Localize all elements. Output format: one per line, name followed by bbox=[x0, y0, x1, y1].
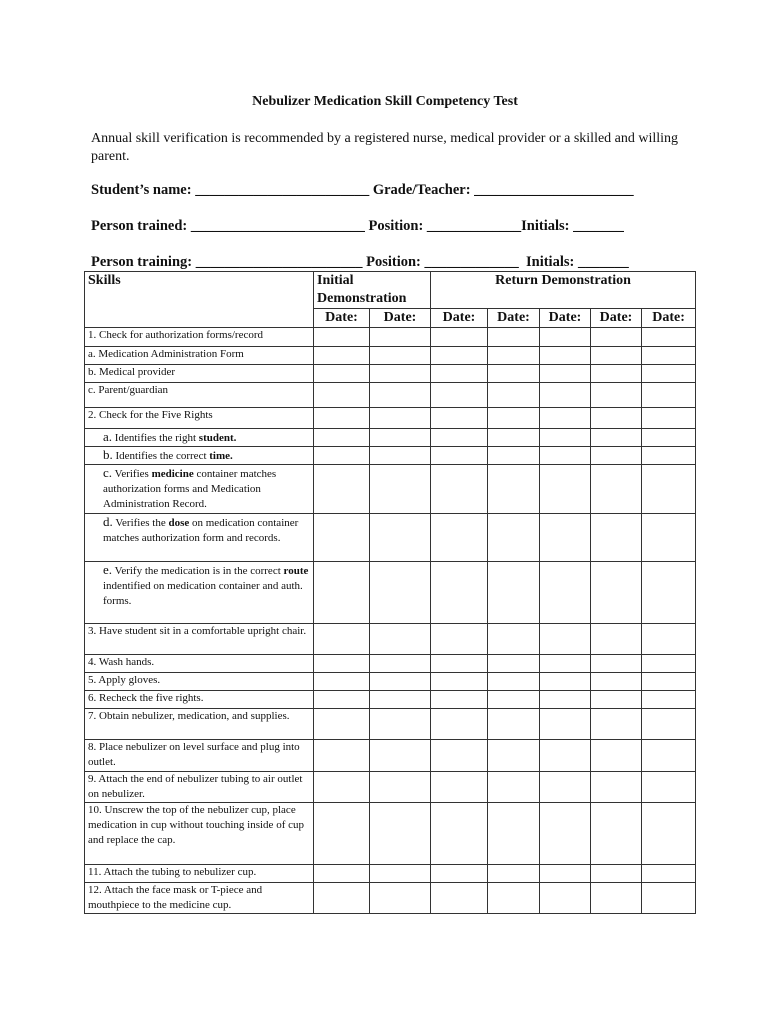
return-demonstration-cell[interactable] bbox=[642, 883, 696, 914]
skill-prefix: b. bbox=[103, 447, 113, 462]
return-demonstration-cell[interactable] bbox=[642, 347, 696, 365]
return-demonstration-cell[interactable] bbox=[591, 740, 642, 772]
return-demonstration-cell[interactable] bbox=[540, 865, 591, 883]
initial-demonstration-cell[interactable] bbox=[370, 655, 431, 673]
skill-text-part: Verifies bbox=[114, 468, 152, 480]
skill-prefix: a. bbox=[88, 348, 96, 360]
skill-prefix: b. bbox=[88, 366, 97, 378]
return-demonstration-cell[interactable] bbox=[431, 365, 488, 383]
initial-demonstration-cell[interactable] bbox=[314, 365, 370, 383]
return-demonstration-cell[interactable] bbox=[591, 803, 642, 865]
skill-text bbox=[85, 691, 314, 709]
return-demonstration-cell[interactable] bbox=[642, 709, 696, 740]
skill-text bbox=[85, 709, 314, 740]
skill-text-part: indentified on medication container and auth. forms. bbox=[103, 580, 303, 607]
return-date-header: Date: bbox=[431, 309, 488, 328]
skill-row bbox=[85, 383, 696, 408]
initial-demonstration-cell[interactable] bbox=[370, 447, 431, 465]
return-demonstration-cell[interactable] bbox=[431, 655, 488, 673]
return-demonstration-cell[interactable] bbox=[540, 347, 591, 365]
return-demonstration-cell[interactable] bbox=[488, 691, 540, 709]
skill-emphasis: dose bbox=[168, 517, 190, 529]
return-demonstration-cell[interactable] bbox=[591, 408, 642, 429]
skill-prefix: 9. bbox=[88, 773, 97, 785]
person-training-field[interactable]: Person training: _______________________ Position: _____________ Initials: _______ bbox=[91, 254, 629, 270]
return-demonstration-cell[interactable] bbox=[540, 447, 591, 465]
skill-row bbox=[85, 740, 696, 772]
return-demonstration-cell[interactable] bbox=[642, 562, 696, 624]
skill-row bbox=[85, 803, 696, 865]
skill-row bbox=[85, 772, 696, 803]
return-demonstration-cell[interactable] bbox=[642, 365, 696, 383]
return-demonstration-cell[interactable] bbox=[488, 772, 540, 803]
skill-text-part: Medication Administration Form bbox=[98, 348, 244, 360]
skill-text bbox=[85, 465, 314, 514]
initial-demonstration-cell[interactable] bbox=[314, 447, 370, 465]
skill-text bbox=[85, 365, 314, 383]
initial-demonstration-cell[interactable] bbox=[370, 865, 431, 883]
skill-text-part: Medical provider bbox=[99, 366, 176, 378]
return-demonstration-cell[interactable] bbox=[642, 740, 696, 772]
skill-row bbox=[85, 883, 696, 914]
return-demonstration-cell[interactable] bbox=[540, 383, 591, 408]
return-demonstration-cell[interactable] bbox=[488, 883, 540, 914]
skill-text bbox=[85, 429, 314, 447]
skill-prefix: c. bbox=[88, 384, 96, 396]
skill-prefix: 5. bbox=[88, 674, 97, 686]
return-demonstration-cell[interactable] bbox=[540, 328, 591, 347]
skill-text-part: Verify the medication is in the correct bbox=[114, 565, 284, 577]
return-demonstration-cell[interactable] bbox=[591, 772, 642, 803]
return-demonstration-cell[interactable] bbox=[431, 740, 488, 772]
return-demonstration-cell[interactable] bbox=[488, 709, 540, 740]
return-demonstration-cell[interactable] bbox=[488, 655, 540, 673]
return-demonstration-cell[interactable] bbox=[431, 347, 488, 365]
return-demonstration-cell[interactable] bbox=[591, 655, 642, 673]
initial-demonstration-cell[interactable] bbox=[314, 383, 370, 408]
return-demonstration-cell[interactable] bbox=[540, 883, 591, 914]
return-demonstration-cell[interactable] bbox=[642, 772, 696, 803]
initial-demonstration-cell[interactable] bbox=[370, 772, 431, 803]
return-demonstration-cell[interactable] bbox=[488, 624, 540, 655]
return-demonstration-cell[interactable] bbox=[642, 408, 696, 429]
return-demonstration-cell[interactable] bbox=[540, 803, 591, 865]
skill-emphasis: time. bbox=[209, 450, 233, 462]
initial-date-header: Date: bbox=[370, 309, 431, 328]
return-demonstration-cell[interactable] bbox=[642, 624, 696, 655]
return-demonstration-cell[interactable] bbox=[431, 772, 488, 803]
initial-demonstration-cell[interactable] bbox=[314, 514, 370, 562]
return-demonstration-cell[interactable] bbox=[431, 447, 488, 465]
skill-prefix: 2. bbox=[88, 409, 97, 421]
skill-text bbox=[85, 740, 314, 772]
skill-text-part: Obtain nebulizer, medication, and supplies. bbox=[99, 710, 290, 722]
skill-text-part: Identifies the correct bbox=[115, 450, 210, 462]
return-demonstration-cell[interactable] bbox=[591, 328, 642, 347]
skill-emphasis: route bbox=[283, 565, 309, 577]
return-demonstration-cell[interactable] bbox=[540, 624, 591, 655]
return-demonstration-cell[interactable] bbox=[642, 383, 696, 408]
return-demonstration-cell[interactable] bbox=[488, 803, 540, 865]
initial-demonstration-cell[interactable] bbox=[370, 328, 431, 347]
initial-demonstration-cell[interactable] bbox=[370, 673, 431, 691]
skill-text bbox=[85, 347, 314, 365]
skill-text bbox=[85, 803, 314, 865]
initial-demonstration-cell[interactable] bbox=[370, 514, 431, 562]
skill-row bbox=[85, 365, 696, 383]
return-demonstration-cell[interactable] bbox=[642, 514, 696, 562]
initial-demonstration-cell[interactable] bbox=[314, 429, 370, 447]
skills-table bbox=[84, 271, 696, 914]
return-demonstration-cell[interactable] bbox=[540, 740, 591, 772]
skill-text bbox=[85, 408, 314, 429]
person-trained-field[interactable]: Person trained: ________________________ Position: _____________Initials: _______ bbox=[91, 218, 624, 234]
return-demonstration-cell[interactable] bbox=[431, 328, 488, 347]
skill-row bbox=[85, 447, 696, 465]
return-demonstration-cell[interactable] bbox=[488, 673, 540, 691]
return-demonstration-cell[interactable] bbox=[591, 562, 642, 624]
skill-text bbox=[85, 514, 314, 562]
return-demonstration-cell[interactable] bbox=[431, 673, 488, 691]
initial-demonstration-cell[interactable] bbox=[314, 673, 370, 691]
return-demonstration-cell[interactable] bbox=[642, 655, 696, 673]
return-demonstration-cell[interactable] bbox=[642, 865, 696, 883]
return-demonstration-cell[interactable] bbox=[488, 562, 540, 624]
skill-row bbox=[85, 865, 696, 883]
skill-prefix: 8. bbox=[88, 741, 97, 753]
return-demonstration-cell[interactable] bbox=[591, 365, 642, 383]
skill-row bbox=[85, 673, 696, 691]
student-name-field[interactable]: Student’s name: ________________________ Grade/Teacher: ______________________ bbox=[91, 182, 634, 198]
initial-demonstration-cell[interactable] bbox=[314, 865, 370, 883]
skill-prefix: 11. bbox=[88, 866, 102, 878]
return-demonstration-cell[interactable] bbox=[431, 562, 488, 624]
initial-demonstration-cell[interactable] bbox=[370, 709, 431, 740]
return-demonstration-cell[interactable] bbox=[591, 865, 642, 883]
return-date-header: Date: bbox=[488, 309, 540, 328]
initial-demonstration-header: Initial Demonstration bbox=[314, 272, 431, 309]
skill-row bbox=[85, 691, 696, 709]
return-demonstration-cell[interactable] bbox=[642, 429, 696, 447]
skill-prefix: e. bbox=[103, 562, 113, 577]
initial-demonstration-cell[interactable] bbox=[314, 691, 370, 709]
return-demonstration-cell[interactable] bbox=[431, 429, 488, 447]
return-demonstration-cell[interactable] bbox=[642, 803, 696, 865]
initial-demonstration-cell[interactable] bbox=[370, 465, 431, 514]
initial-demonstration-cell[interactable] bbox=[370, 429, 431, 447]
return-demonstration-cell[interactable] bbox=[540, 709, 591, 740]
initial-demonstration-cell[interactable] bbox=[314, 347, 370, 365]
return-demonstration-cell[interactable] bbox=[488, 408, 540, 429]
skill-row bbox=[85, 562, 696, 624]
skill-text-part: Place nebulizer on level surface and plug into outlet. bbox=[88, 741, 300, 768]
skill-prefix: c. bbox=[103, 465, 113, 480]
skill-prefix: 10. bbox=[88, 804, 102, 816]
return-demonstration-cell[interactable] bbox=[431, 691, 488, 709]
return-demonstration-cell[interactable] bbox=[591, 624, 642, 655]
skill-row bbox=[85, 624, 696, 655]
return-date-header: Date: bbox=[642, 309, 696, 328]
skill-text-part: Parent/guardian bbox=[98, 384, 169, 396]
skill-prefix: a. bbox=[103, 429, 113, 444]
return-demonstration-cell[interactable] bbox=[591, 691, 642, 709]
skill-text-part: Identifies the right bbox=[114, 432, 199, 444]
initial-demonstration-cell[interactable] bbox=[370, 740, 431, 772]
return-demonstration-cell[interactable] bbox=[431, 383, 488, 408]
initial-demonstration-cell[interactable] bbox=[370, 365, 431, 383]
initial-demonstration-cell[interactable] bbox=[370, 691, 431, 709]
skill-text bbox=[85, 562, 314, 624]
initial-demonstration-cell[interactable] bbox=[370, 883, 431, 914]
return-demonstration-cell[interactable] bbox=[540, 673, 591, 691]
skill-row bbox=[85, 709, 696, 740]
skill-prefix: d. bbox=[103, 514, 113, 529]
skill-text bbox=[85, 772, 314, 803]
return-demonstration-cell[interactable] bbox=[488, 865, 540, 883]
skill-text-part: Apply gloves. bbox=[98, 674, 161, 686]
initial-demonstration-cell[interactable] bbox=[314, 562, 370, 624]
skill-emphasis: medicine bbox=[151, 468, 194, 480]
skills-header: Skills bbox=[85, 272, 314, 328]
document-title: Nebulizer Medication Skill Competency Test bbox=[252, 94, 518, 109]
initial-date-header: Date: bbox=[314, 309, 370, 328]
initial-demonstration-cell[interactable] bbox=[314, 772, 370, 803]
skill-row bbox=[85, 408, 696, 429]
return-demonstration-cell[interactable] bbox=[488, 365, 540, 383]
skill-prefix: 1. bbox=[88, 329, 97, 341]
skill-text bbox=[85, 447, 314, 465]
return-demonstration-cell[interactable] bbox=[431, 408, 488, 429]
skill-text-part: Check for the Five Rights bbox=[99, 409, 213, 421]
initial-demonstration-cell[interactable] bbox=[314, 740, 370, 772]
initial-demonstration-cell[interactable] bbox=[370, 347, 431, 365]
initial-demonstration-cell[interactable] bbox=[314, 803, 370, 865]
return-demonstration-cell[interactable] bbox=[540, 365, 591, 383]
return-demonstration-cell[interactable] bbox=[488, 328, 540, 347]
skill-text bbox=[85, 865, 314, 883]
skill-row bbox=[85, 655, 696, 673]
skill-text-part: Attach the end of nebulizer tubing to air outlet on nebulizer. bbox=[88, 773, 303, 800]
skill-text-part: Verifies the bbox=[115, 517, 169, 529]
initial-demonstration-cell[interactable] bbox=[314, 328, 370, 347]
skill-text-part: Wash hands. bbox=[98, 656, 155, 668]
skill-text bbox=[85, 624, 314, 655]
return-demonstration-cell[interactable] bbox=[540, 465, 591, 514]
skill-prefix: 4. bbox=[88, 656, 97, 668]
return-demonstration-cell[interactable] bbox=[488, 465, 540, 514]
return-demonstration-cell[interactable] bbox=[540, 408, 591, 429]
initial-demonstration-cell[interactable] bbox=[370, 624, 431, 655]
return-demonstration-cell[interactable] bbox=[431, 803, 488, 865]
return-demonstration-cell[interactable] bbox=[540, 514, 591, 562]
skill-text-part: on medication container matches authorization form and records. bbox=[103, 517, 299, 544]
initial-demonstration-cell[interactable] bbox=[314, 408, 370, 429]
return-demonstration-cell[interactable] bbox=[488, 447, 540, 465]
skill-prefix: 6. bbox=[88, 692, 97, 704]
return-demonstration-cell[interactable] bbox=[540, 772, 591, 803]
return-demonstration-cell[interactable] bbox=[591, 465, 642, 514]
return-demonstration-cell[interactable] bbox=[431, 865, 488, 883]
initial-demonstration-cell[interactable] bbox=[314, 709, 370, 740]
skill-text-part: Check for authorization forms/record bbox=[99, 329, 264, 341]
skill-text-part: Recheck the five rights. bbox=[99, 692, 204, 704]
skill-text bbox=[85, 383, 314, 408]
return-demonstration-cell[interactable] bbox=[540, 562, 591, 624]
return-demonstration-cell[interactable] bbox=[431, 709, 488, 740]
return-date-header: Date: bbox=[591, 309, 642, 328]
return-demonstration-cell[interactable] bbox=[642, 465, 696, 514]
skill-prefix: 12. bbox=[88, 884, 102, 896]
return-demonstration-cell[interactable] bbox=[591, 347, 642, 365]
return-demonstration-cell[interactable] bbox=[591, 447, 642, 465]
return-demonstration-cell[interactable] bbox=[431, 465, 488, 514]
initial-demonstration-cell[interactable] bbox=[370, 383, 431, 408]
return-demonstration-cell[interactable] bbox=[540, 655, 591, 673]
initial-demonstration-cell[interactable] bbox=[314, 655, 370, 673]
intro-text: Annual skill verification is recommended by a registered nurse, medical provider or a skilled and willing parent. bbox=[91, 131, 679, 164]
return-demonstration-cell[interactable] bbox=[488, 740, 540, 772]
initial-demonstration-cell[interactable] bbox=[370, 803, 431, 865]
skill-row bbox=[85, 465, 696, 514]
initial-demonstration-cell[interactable] bbox=[314, 624, 370, 655]
skill-prefix: 7. bbox=[88, 710, 97, 722]
return-demonstration-cell[interactable] bbox=[488, 429, 540, 447]
return-demonstration-cell[interactable] bbox=[591, 383, 642, 408]
return-demonstration-cell[interactable] bbox=[431, 883, 488, 914]
skill-text bbox=[85, 655, 314, 673]
return-demonstration-cell[interactable] bbox=[642, 691, 696, 709]
return-demonstration-cell[interactable] bbox=[591, 514, 642, 562]
return-demonstration-cell[interactable] bbox=[540, 429, 591, 447]
skill-row bbox=[85, 347, 696, 365]
return-demonstration-cell[interactable] bbox=[540, 691, 591, 709]
return-demonstration-cell[interactable] bbox=[642, 328, 696, 347]
return-demonstration-cell[interactable] bbox=[642, 447, 696, 465]
initial-demonstration-cell[interactable] bbox=[314, 465, 370, 514]
skill-text-part: Have student sit in a comfortable upright chair. bbox=[99, 625, 307, 637]
skill-row bbox=[85, 514, 696, 562]
initial-demonstration-cell[interactable] bbox=[370, 562, 431, 624]
skill-prefix: 3. bbox=[88, 625, 97, 637]
skill-row bbox=[85, 328, 696, 347]
skill-text bbox=[85, 883, 314, 914]
skill-text bbox=[85, 673, 314, 691]
initial-demonstration-cell[interactable] bbox=[314, 883, 370, 914]
return-demonstration-cell[interactable] bbox=[591, 883, 642, 914]
return-demonstration-cell[interactable] bbox=[642, 673, 696, 691]
return-demonstration-cell[interactable] bbox=[591, 709, 642, 740]
skill-text-part: Unscrew the top of the nebulizer cup, place medication in cup without touching inside of cup and replace the cap. bbox=[88, 804, 304, 846]
return-demonstration-cell[interactable] bbox=[431, 514, 488, 562]
return-demonstration-cell[interactable] bbox=[591, 673, 642, 691]
skill-text-part: container matches authorization forms and Medication Administration Record. bbox=[103, 468, 277, 510]
return-demonstration-cell[interactable] bbox=[488, 383, 540, 408]
initial-demonstration-cell[interactable] bbox=[370, 408, 431, 429]
skill-text bbox=[85, 328, 314, 347]
return-demonstration-cell[interactable] bbox=[488, 514, 540, 562]
return-demonstration-cell[interactable] bbox=[431, 624, 488, 655]
skill-text-part: Attach the face mask or T-piece and mouthpiece to the medicine cup. bbox=[88, 884, 263, 911]
return-demonstration-header: Return Demonstration bbox=[431, 272, 696, 309]
return-date-header: Date: bbox=[540, 309, 591, 328]
skill-row bbox=[85, 429, 696, 447]
skill-text-part: Attach the tubing to nebulizer cup. bbox=[103, 866, 257, 878]
skill-emphasis: student. bbox=[198, 432, 237, 444]
return-demonstration-cell[interactable] bbox=[488, 347, 540, 365]
return-demonstration-cell[interactable] bbox=[591, 429, 642, 447]
